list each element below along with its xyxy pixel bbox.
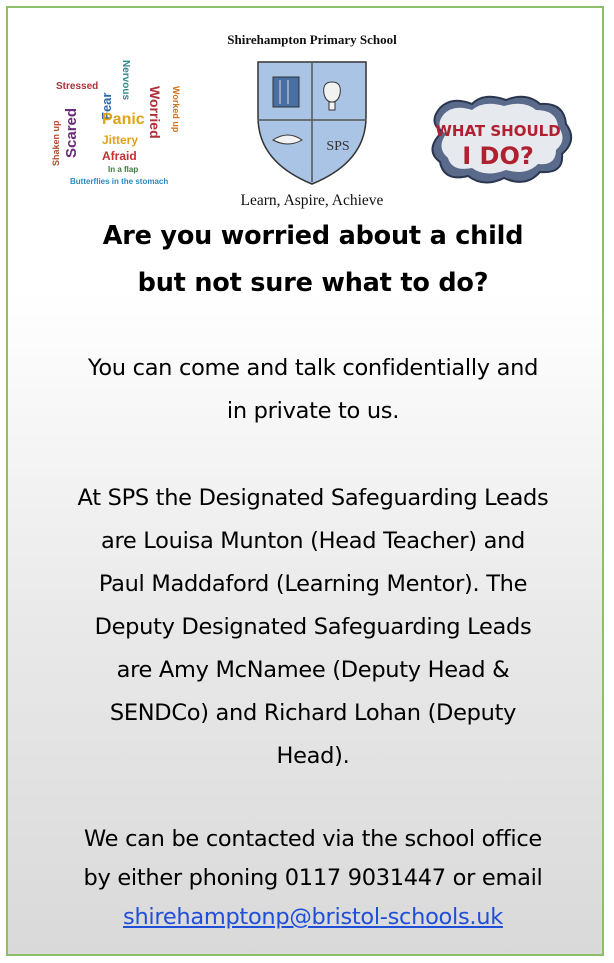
word-shaken-up: Shaken up <box>51 120 61 166</box>
para1-line1: You can come and talk confidentially and <box>87 355 539 381</box>
word-fear: Fear <box>99 92 114 120</box>
contact-line2: by either phoning 0117 9031447 or email <box>83 865 543 891</box>
contact-email-row <box>8 898 614 937</box>
contact-line1: We can be contacted via the school office <box>84 826 542 852</box>
crest-initials: SPS <box>326 139 350 154</box>
para2-line5: are Amy McNamee (Deputy Head & <box>116 657 510 683</box>
para2-line6: SENDCo) and Richard Lohan (Deputy <box>109 700 517 726</box>
main-heading-line2: but not sure what to do? <box>137 268 489 298</box>
wsid-line2: I DO? <box>462 142 534 170</box>
school-crest <box>218 22 406 212</box>
para1-line2: in private to us. <box>226 398 400 424</box>
word-nervous: Nervous <box>120 60 131 101</box>
word-butterflies: Butterflies in the stomach <box>70 177 169 186</box>
word-in-a-flap: In a flap <box>108 165 139 174</box>
school-motto: Learn, Aspire, Achieve <box>240 192 384 209</box>
para2-line2: are Louisa Munton (Head Teacher) and <box>100 528 526 554</box>
para2-line7: Head). <box>276 743 350 769</box>
para2-line4: Deputy Designated Safeguarding Leads <box>94 614 532 640</box>
email-link[interactable]: shirehamptonp@bristol-schools.uk <box>123 904 503 930</box>
para2-line3: Paul Maddaford (Learning Mentor). The <box>98 571 528 597</box>
word-afraid: Afraid <box>102 149 137 163</box>
word-jittery: Jittery <box>102 133 139 147</box>
word-scared: Scared <box>63 107 80 158</box>
wsid-line1: WHAT SHOULD <box>435 122 561 140</box>
what-should-i-do-graphic <box>422 92 574 188</box>
para2-line1: At SPS the Designated Safeguarding Leads <box>77 485 549 511</box>
worry-word-cloud <box>50 56 200 196</box>
school-name: Shirehampton Primary School <box>227 32 397 47</box>
word-worked-up: Worked up <box>171 86 181 133</box>
word-panic: Panic <box>102 111 145 128</box>
word-worried: Worried <box>147 86 163 139</box>
word-stressed: Stressed <box>56 81 99 92</box>
crest-shield-icon <box>218 22 406 192</box>
main-heading-line1: Are you worried about a child <box>102 221 524 251</box>
safeguarding-poster <box>6 6 604 956</box>
thought-cloud-icon <box>422 92 574 188</box>
